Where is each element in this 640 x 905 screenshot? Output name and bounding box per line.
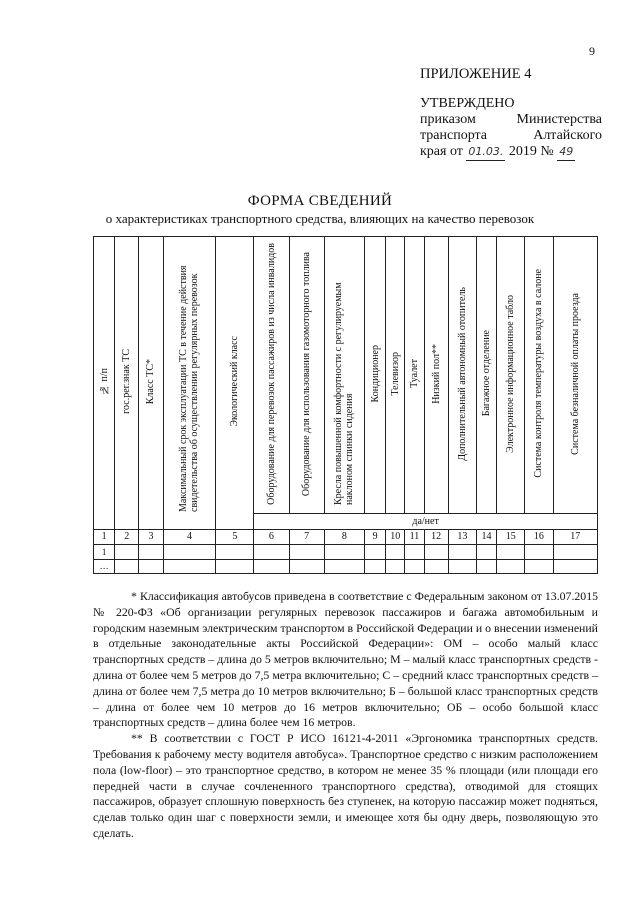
header-text: Дополнительный автономный отопитель <box>456 286 468 461</box>
header-text: Туалет <box>408 359 420 389</box>
header-cell <box>448 237 476 514</box>
header-text: Кресла повышенной комфортности с регулируемым наклоном спинки сидения <box>333 282 356 505</box>
header-cell <box>424 237 448 514</box>
vehicle-characteristics-table <box>93 236 598 574</box>
table-cell <box>163 559 216 573</box>
table-cell <box>365 559 386 573</box>
table-cell <box>365 545 386 559</box>
table-cell <box>497 545 525 559</box>
header-text: гос.рег.знак ТС <box>121 348 133 414</box>
header-cell <box>163 237 216 530</box>
column-number: 17 <box>553 529 597 544</box>
header-text: Оборудование для использования газомоторного топлива <box>301 251 313 496</box>
table-cell <box>216 545 254 559</box>
page-number: 9 <box>589 44 595 58</box>
table-cell <box>424 545 448 559</box>
column-number: 2 <box>115 529 139 544</box>
header-cell <box>405 237 424 514</box>
approval-line3-right: Алтайского <box>533 128 602 143</box>
approval-year: 2019 № <box>508 144 554 159</box>
table-cell <box>139 545 163 559</box>
table-cell <box>476 545 496 559</box>
header-cell <box>476 237 496 514</box>
table-cell <box>448 559 476 573</box>
header-cell <box>94 237 115 530</box>
column-number: 6 <box>254 529 289 544</box>
header-cell <box>386 237 405 514</box>
table-cell <box>324 545 364 559</box>
table-cell <box>525 545 553 559</box>
footnote-low-floor: ** В соответствии с ГОСТ Р ИСО 16121-4-2011 «Эргономика транспортных средств. Требования к рабочему месту водителя автобуса». Транспортное средство с низким расположением пола (low-floor) – это транспортное средство, в котором не менее 35 % площади (или площади его передней части в случае сочлененного транспортного средства), отводимой для стоящих пассажиров, образует сплошную поверхность без ступенек, на которую пассажир может подняться, сделав только один шаг с поверхности земли, и имеющее хотя бы одну дверь, позволяющую это сделать. <box>93 731 598 840</box>
header-text: № п/п <box>98 367 110 395</box>
table-cell <box>386 545 405 559</box>
column-number: 14 <box>476 529 496 544</box>
column-number: 11 <box>405 529 424 544</box>
header-text: Электронное информационное табло <box>505 294 517 453</box>
column-number: 1 <box>94 529 115 544</box>
table-cell <box>115 559 139 573</box>
table-cell <box>163 545 216 559</box>
table-cell <box>476 559 496 573</box>
row-number: … <box>94 559 115 573</box>
table-cell <box>115 545 139 559</box>
header-text: Багажное отделение <box>481 330 492 417</box>
approval-block <box>420 96 602 161</box>
table-cell <box>289 545 324 559</box>
table-cell <box>448 545 476 559</box>
table-cell <box>553 545 597 559</box>
form-subtitle: о характеристиках транспортного средства, влияющих на качество перевозок <box>105 211 535 226</box>
row-number: 1 <box>94 545 115 559</box>
column-number: 12 <box>424 529 448 544</box>
approval-line3-left: транспорта <box>420 128 488 143</box>
handwritten-order-number: 49 <box>557 144 575 161</box>
header-text: Максимальный срок эксплуатации ТС в течение действия свидетельства об осуществлении регулярных перевозок <box>178 265 201 513</box>
approval-line-3 <box>420 128 602 144</box>
column-number: 16 <box>525 529 553 544</box>
column-number: 9 <box>365 529 386 544</box>
column-number: 3 <box>139 529 163 544</box>
column-number: 10 <box>386 529 405 544</box>
header-text: Класс ТС* <box>145 358 157 404</box>
header-text: Система контроля температуры воздуха в салоне <box>533 269 545 478</box>
approval-label: УТВЕРЖДЕНО <box>420 96 515 111</box>
handwritten-date: 01.03. <box>466 144 505 161</box>
header-text: Телевизор <box>389 351 401 396</box>
header-cell <box>289 237 324 514</box>
header-cell <box>553 237 597 514</box>
table-cell <box>553 559 597 573</box>
header-cell <box>216 237 254 530</box>
table-cell <box>254 545 289 559</box>
column-number: 7 <box>289 529 324 544</box>
header-cell <box>115 237 139 530</box>
header-cell <box>365 237 386 514</box>
header-text: Низкий пол** <box>430 343 442 404</box>
header-text: Кондиционер <box>369 344 381 403</box>
header-text: Система безналичной оплаты проезда <box>569 292 581 455</box>
header-cell <box>254 237 289 514</box>
column-number: 13 <box>448 529 476 544</box>
header-cell <box>525 237 553 514</box>
approval-line-2 <box>420 112 602 128</box>
table-cell <box>497 559 525 573</box>
column-number: 8 <box>324 529 364 544</box>
approval-date-prefix: края от <box>420 144 463 159</box>
table-cell <box>424 559 448 573</box>
approval-line-4 <box>420 144 602 161</box>
approval-line2-right: Министерства <box>516 112 602 127</box>
header-text: Экологический класс <box>229 336 241 427</box>
table-row <box>94 545 598 559</box>
table-cell <box>139 559 163 573</box>
table-cell <box>254 559 289 573</box>
table-cell <box>525 559 553 573</box>
table-cell <box>324 559 364 573</box>
table-row <box>94 559 598 573</box>
column-number: 15 <box>497 529 525 544</box>
appendix-label: ПРИЛОЖЕНИЕ 4 <box>420 66 532 82</box>
footnote-vehicle-class: * Классификация автобусов приведена в соответствие с Федеральным законом от 13.07.2015 № 220-ФЗ «Об организации регулярных перевозок пассажиров и багажа автомобильным и городским наземным электрическим транспортом в Российской Федерации и о внесении изменений в отдельные законодательные акты Российской Федерации»: ОМ – особо малый класс транспортных средств – длина до 5 метров включительно; М – малый класс транспортных средств - длина от более чем 5 метров до 7,5 метра включительно; С – средний класс транспортных средств – длина от более чем 7,5 метра до 10 метров включительно; Б – большой класс транспортных средств – длина от более чем 10 метров до 16 метров включительно; ОБ – особо большой класс транспортных средств – длина более чем 16 метров. <box>93 589 598 730</box>
approval-line2-left: приказом <box>420 112 476 127</box>
table-cell <box>405 559 424 573</box>
header-text: Оборудование для перевозок пассажиров из числа инвалидов <box>265 242 277 505</box>
column-number: 5 <box>216 529 254 544</box>
header-cell <box>139 237 163 530</box>
form-title: ФОРМА СВЕДЕНИЙ <box>247 193 393 209</box>
footnotes <box>93 589 598 842</box>
table-cell <box>216 559 254 573</box>
header-cell <box>497 237 525 514</box>
table-cell <box>405 545 424 559</box>
header-cell <box>324 237 364 514</box>
table-cell <box>289 559 324 573</box>
column-number: 4 <box>163 529 216 544</box>
table-cell <box>386 559 405 573</box>
yes-no-label: да/нет <box>254 514 598 529</box>
